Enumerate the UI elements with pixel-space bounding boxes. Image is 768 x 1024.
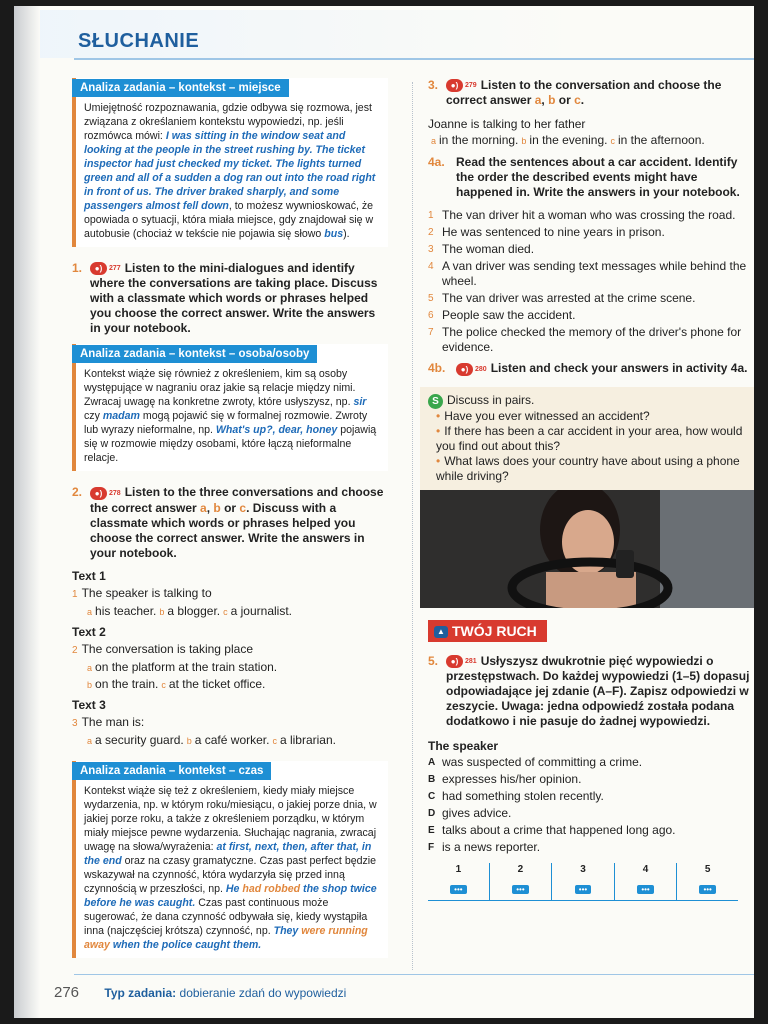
option: a on the platform at the train station. bbox=[87, 659, 278, 674]
tip-box-time bbox=[72, 761, 388, 958]
speaking-icon: S bbox=[428, 394, 443, 409]
answer-cell[interactable]: ••• bbox=[428, 876, 489, 901]
right-column bbox=[428, 78, 754, 901]
tip-box-title: Analiza zadania – kontekst – osoba/osoby bbox=[72, 345, 317, 363]
sentence-list bbox=[428, 208, 754, 355]
list-item: C had something stolen recently. bbox=[428, 788, 604, 803]
audio-cd-icon[interactable]: ●) bbox=[90, 262, 107, 275]
track-number: 278 bbox=[109, 489, 121, 497]
table-header: 2 bbox=[489, 863, 552, 876]
list-item: 7 The police checked the memory of the driver's phone for evidence. bbox=[428, 325, 742, 355]
text-1-block bbox=[72, 569, 388, 620]
task-5: 5. ●) 281 Usłyszysz dwukrotnie pięć wypowiedzi o przestępstwach. Do każdej wypowiedzi (1–5) dopasuj odpowiadające jej zdanie (A–F). Zapisz odpowiedzi w zeszycie. Uwaga: jedna odpowiedź została podana dodatkowo i nie pasuje do żadnej wypowiedzi. bbox=[428, 653, 750, 728]
text-2-block bbox=[72, 625, 388, 693]
track-number: 280 bbox=[475, 365, 487, 373]
options: a in the morning. b in the evening. c in the afternoon. bbox=[431, 133, 705, 148]
options: a his teacher. b a blogger. c a journalist. bbox=[87, 603, 292, 618]
options: a a security guard. b a café worker. c a librarian. bbox=[87, 732, 336, 747]
twoj-ruch-banner: ▲ TWÓJ RUCH bbox=[428, 620, 547, 642]
track-number: 277 bbox=[109, 265, 121, 273]
speaker-options bbox=[428, 755, 754, 855]
left-column bbox=[72, 78, 388, 972]
list-item: 1 The van driver hit a woman who was crossing the road. bbox=[428, 208, 736, 223]
discuss-box bbox=[420, 387, 754, 490]
textbook-page bbox=[14, 6, 754, 1018]
task-1: 1. ●) 277 Listen to the mini-dialogues and identify where the conversations are taking place. Discuss with a classmate which words or phrases helped you choose the correct answer. Write the answers in your notebook. bbox=[72, 261, 378, 336]
table-header: 5 bbox=[704, 863, 711, 875]
list-item: 4 A van driver was sending text messages while behind the wheel. bbox=[428, 259, 747, 289]
task-3: 3. ●) 279 Listen to the conversation and choose the correct answer a, b or c. bbox=[428, 78, 722, 108]
discuss-bullet: • If there has been a car accident in your area, how would you find out about this? bbox=[436, 423, 743, 453]
list-item: 6 People saw the accident. bbox=[428, 308, 576, 323]
text-3-block bbox=[72, 698, 388, 749]
track-number: 279 bbox=[465, 82, 477, 90]
question: 1 The speaker is talking to bbox=[72, 585, 212, 600]
answer-cell[interactable]: ••• bbox=[552, 876, 615, 901]
table-header: 3 bbox=[552, 863, 615, 876]
list-item: A was suspected of committing a crime. bbox=[428, 754, 643, 769]
tip-box-title: Analiza zadania – kontekst – miejsce bbox=[72, 79, 289, 97]
tip-box-text: Kontekst wiąże się też z określeniem, kiedy miały miejsce wydarzenia, np. w którym roku/miesiącu, o jakiej porze dnia, w jakiej porze roku, a także z określeniem porządku, w którym miały miejsce pewne wydarzenia. Słuchając nagrania, zwracaj uwagę na słowa/wyrażenia: at first, next, then, after that, in the end oraz na czasy gramatyczne. Czas past perfect będzie wskazywał na czynność, która wydarzyła się przed inną czynnością w przeszłości, np. He had robbed the shop twice before he was caught. Czas past continuous może sugerować, że dana czynność odbywała się, kiedy wystąpiła inna (najczęściej krótsza) czynność, np. They were running away when the police caught them. bbox=[84, 784, 377, 951]
text-heading: Text 1 bbox=[72, 568, 106, 583]
audio-cd-icon[interactable]: ●) bbox=[446, 79, 463, 92]
footer-value: dobieranie zdań do wypowiedzi bbox=[179, 986, 347, 1000]
page-footer bbox=[54, 984, 754, 1001]
list-item: 5 The van driver was arrested at the crime scene. bbox=[428, 291, 696, 306]
task-4a: 4a. Read the sentences about a car accident. Identify the order the described events might have happened in. Write the answers in your notebook. bbox=[428, 155, 740, 200]
tip-box-text: Kontekst wiąże się również z określeniem, kim są osoby występujące w nagraniu oraz jakie są relacje między nimi. Zwracaj uwagę na konkretne zwroty, które usłyszysz, np. sir czy madam mogą pojawić się w formalnej rozmowie. Zwroty lub wyrazy nieformalne, np. What's up?, dear, honey pojawią się w rozmowie między osobami, które łączą nieformalne relacje. bbox=[84, 368, 377, 465]
photo-illustration bbox=[420, 490, 754, 608]
answer-cell[interactable]: ••• bbox=[677, 876, 738, 901]
task-2: 2. ●) 278 Listen to the three conversations and choose the correct answer a, b or c. Discuss with a classmate which words or phrases helped you choose the correct answer. Write the answers in your notebook. bbox=[72, 485, 384, 560]
discuss-title: S Discuss in pairs. bbox=[428, 393, 754, 409]
page-title: SŁUCHANIE bbox=[78, 30, 200, 52]
answer-cell[interactable]: ••• bbox=[489, 876, 552, 901]
question: 2 The conversation is taking place bbox=[72, 641, 253, 656]
audio-cd-icon[interactable]: ●) bbox=[90, 487, 107, 500]
answer-table bbox=[428, 863, 738, 901]
options: b on the train. c at the ticket office. bbox=[87, 676, 266, 691]
photo-woman-driving-with-phone bbox=[420, 490, 754, 608]
table-header: 4 bbox=[614, 863, 677, 876]
discuss-bullet: • Have you ever witnessed an accident? bbox=[436, 408, 650, 423]
speaker-heading: The speaker bbox=[428, 738, 499, 753]
tip-box-text: Umiejętność rozpoznawania, gdzie odbywa się rozmowa, jest związana z określaniem kontekstu wypowiedzi, np. jeśli rozmówca mówi: I was sitting in the window seat and looking at the people in the street rushing by. The ticket inspector had just checked my ticket. The lights turned green and all of a sudden a dog ran out into the road right in front of us. The driver braked sharply, and some passengers almost fell down, to możesz wywnioskować, że opowiada o sytuacji, która miała miejsce, gdy znajdował się w autobusie (chociaż w tekście nie pojawia się słowo bus). bbox=[84, 102, 376, 240]
page-spine-shadow bbox=[14, 6, 40, 1018]
tip-box-title: Analiza zadania – kontekst – czas bbox=[72, 762, 271, 780]
question: Joanne is talking to her father bbox=[428, 117, 586, 132]
header-rule bbox=[74, 58, 754, 60]
page-number: 276 bbox=[54, 984, 80, 1001]
question: 3 The man is: bbox=[72, 714, 145, 729]
discuss-bullet: • What laws does your country have about using a phone while driving? bbox=[436, 453, 740, 483]
task-4b: 4b. ●) 280 Listen and check your answers in activity 4a. bbox=[428, 361, 748, 376]
list-item: B expresses his/her opinion. bbox=[428, 771, 582, 786]
tip-box-person bbox=[72, 344, 388, 471]
tip-box-place bbox=[72, 78, 388, 247]
list-item: 3 The woman died. bbox=[428, 242, 535, 257]
audio-cd-icon[interactable]: ●) bbox=[446, 655, 463, 668]
text-heading: Text 2 bbox=[72, 624, 106, 639]
footer-rule bbox=[74, 974, 754, 975]
list-item: 2 He was sentenced to nine years in prison. bbox=[428, 225, 665, 240]
answer-cell[interactable]: ••• bbox=[614, 876, 677, 901]
audio-cd-icon[interactable]: ●) bbox=[456, 363, 473, 376]
track-number: 281 bbox=[465, 657, 477, 665]
list-item: E talks about a crime that happened long ago. bbox=[428, 822, 676, 837]
table-header: 1 bbox=[428, 863, 489, 876]
list-item: F is a news reporter. bbox=[428, 839, 541, 854]
footer-label: Typ zadania: bbox=[104, 986, 177, 1000]
text-heading: Text 3 bbox=[72, 697, 106, 712]
column-divider bbox=[412, 82, 413, 970]
list-item: D gives advice. bbox=[428, 805, 512, 820]
graduation-cap-icon: ▲ bbox=[434, 626, 448, 638]
